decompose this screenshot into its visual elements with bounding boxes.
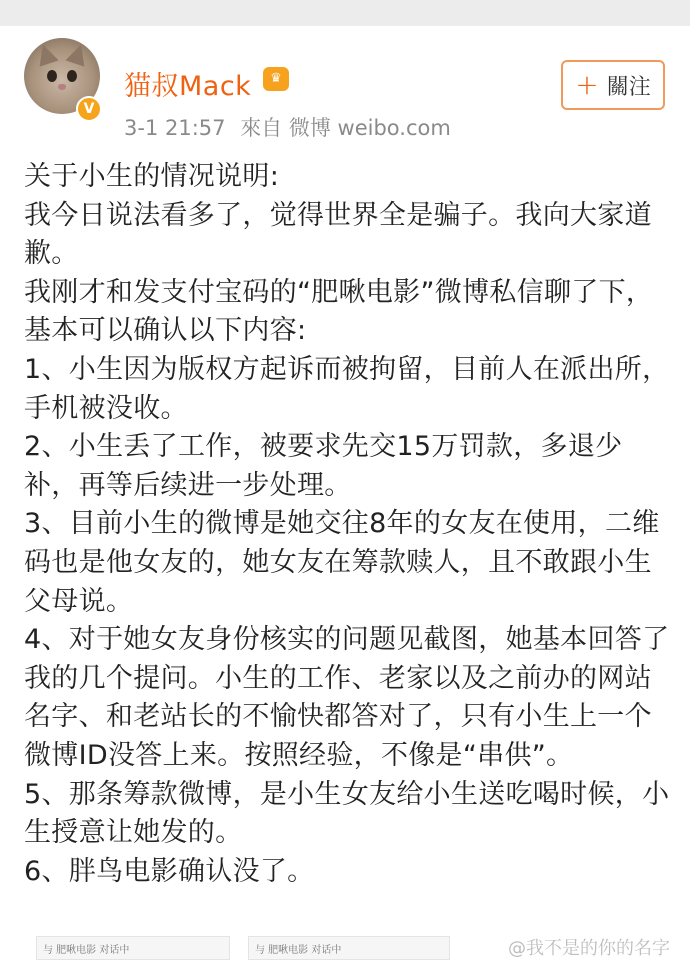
- post-paragraph: 1、小生因为版权方起诉而被拘留，目前人在派出所，手机被没收。: [24, 353, 670, 424]
- follow-label: 關注: [606, 74, 651, 100]
- plus-icon: +: [575, 68, 599, 101]
- screenshot-preview[interactable]: 与 肥啾电影 对话中: [248, 936, 450, 960]
- post-paragraph: 关于小生的情况说明:: [24, 161, 280, 192]
- avatar-eye: [47, 70, 57, 82]
- post-source: 來自 微博 weibo.com: [240, 116, 451, 140]
- screenshot-preview[interactable]: 与 肥啾电影 对话中: [36, 936, 230, 960]
- avatar-eye: [67, 70, 77, 82]
- top-band: [0, 0, 690, 26]
- post-paragraph: 我刚才和发支付宝码的“肥啾电影”微博私信聊了下，基本可以确认以下内容:: [24, 276, 654, 347]
- username[interactable]: 猫叔Mack: [124, 71, 252, 102]
- post-paragraph: 我今日说法看多了，觉得世界全是骗子。我向大家道歉。: [24, 199, 652, 270]
- post-paragraph: 2、小生丢了工作，被要求先交15万罚款，多退少补，再等后续进一步处理。: [24, 431, 623, 501]
- post-paragraph: 5、那条筹款微博，是小生女友给小生送吃喝时候，小生授意让她发的。: [24, 778, 670, 849]
- post-meta: [124, 112, 459, 142]
- post-paragraph: 3、目前小生的微博是她交往8年的女友在使用，二维码也是他女友的，她女友在筹款赎人，且不敢跟小生父母说。: [24, 508, 660, 617]
- post-content: [24, 158, 674, 891]
- post-paragraph: 4、对于她女友身份核实的问题见截图，她基本回答了我的几个提问。小生的工作、老家以及之前办的网站名字、和老站长的不愉快都答对了，只有小生上一个微博ID没答上来。按照经验，不像是“串供”。: [24, 624, 670, 771]
- follow-button[interactable]: [561, 60, 665, 110]
- avatar-nose: [58, 84, 66, 90]
- post-paragraph: 6、胖鸟电影确认没了。: [24, 855, 315, 887]
- verified-v-icon: V: [76, 96, 102, 122]
- post-date: 3-1 21:57: [124, 116, 226, 140]
- avatar-ear: [33, 41, 58, 66]
- vip-crown-icon: ♛: [263, 67, 289, 91]
- watermark: @我不是的你的名字: [508, 938, 670, 959]
